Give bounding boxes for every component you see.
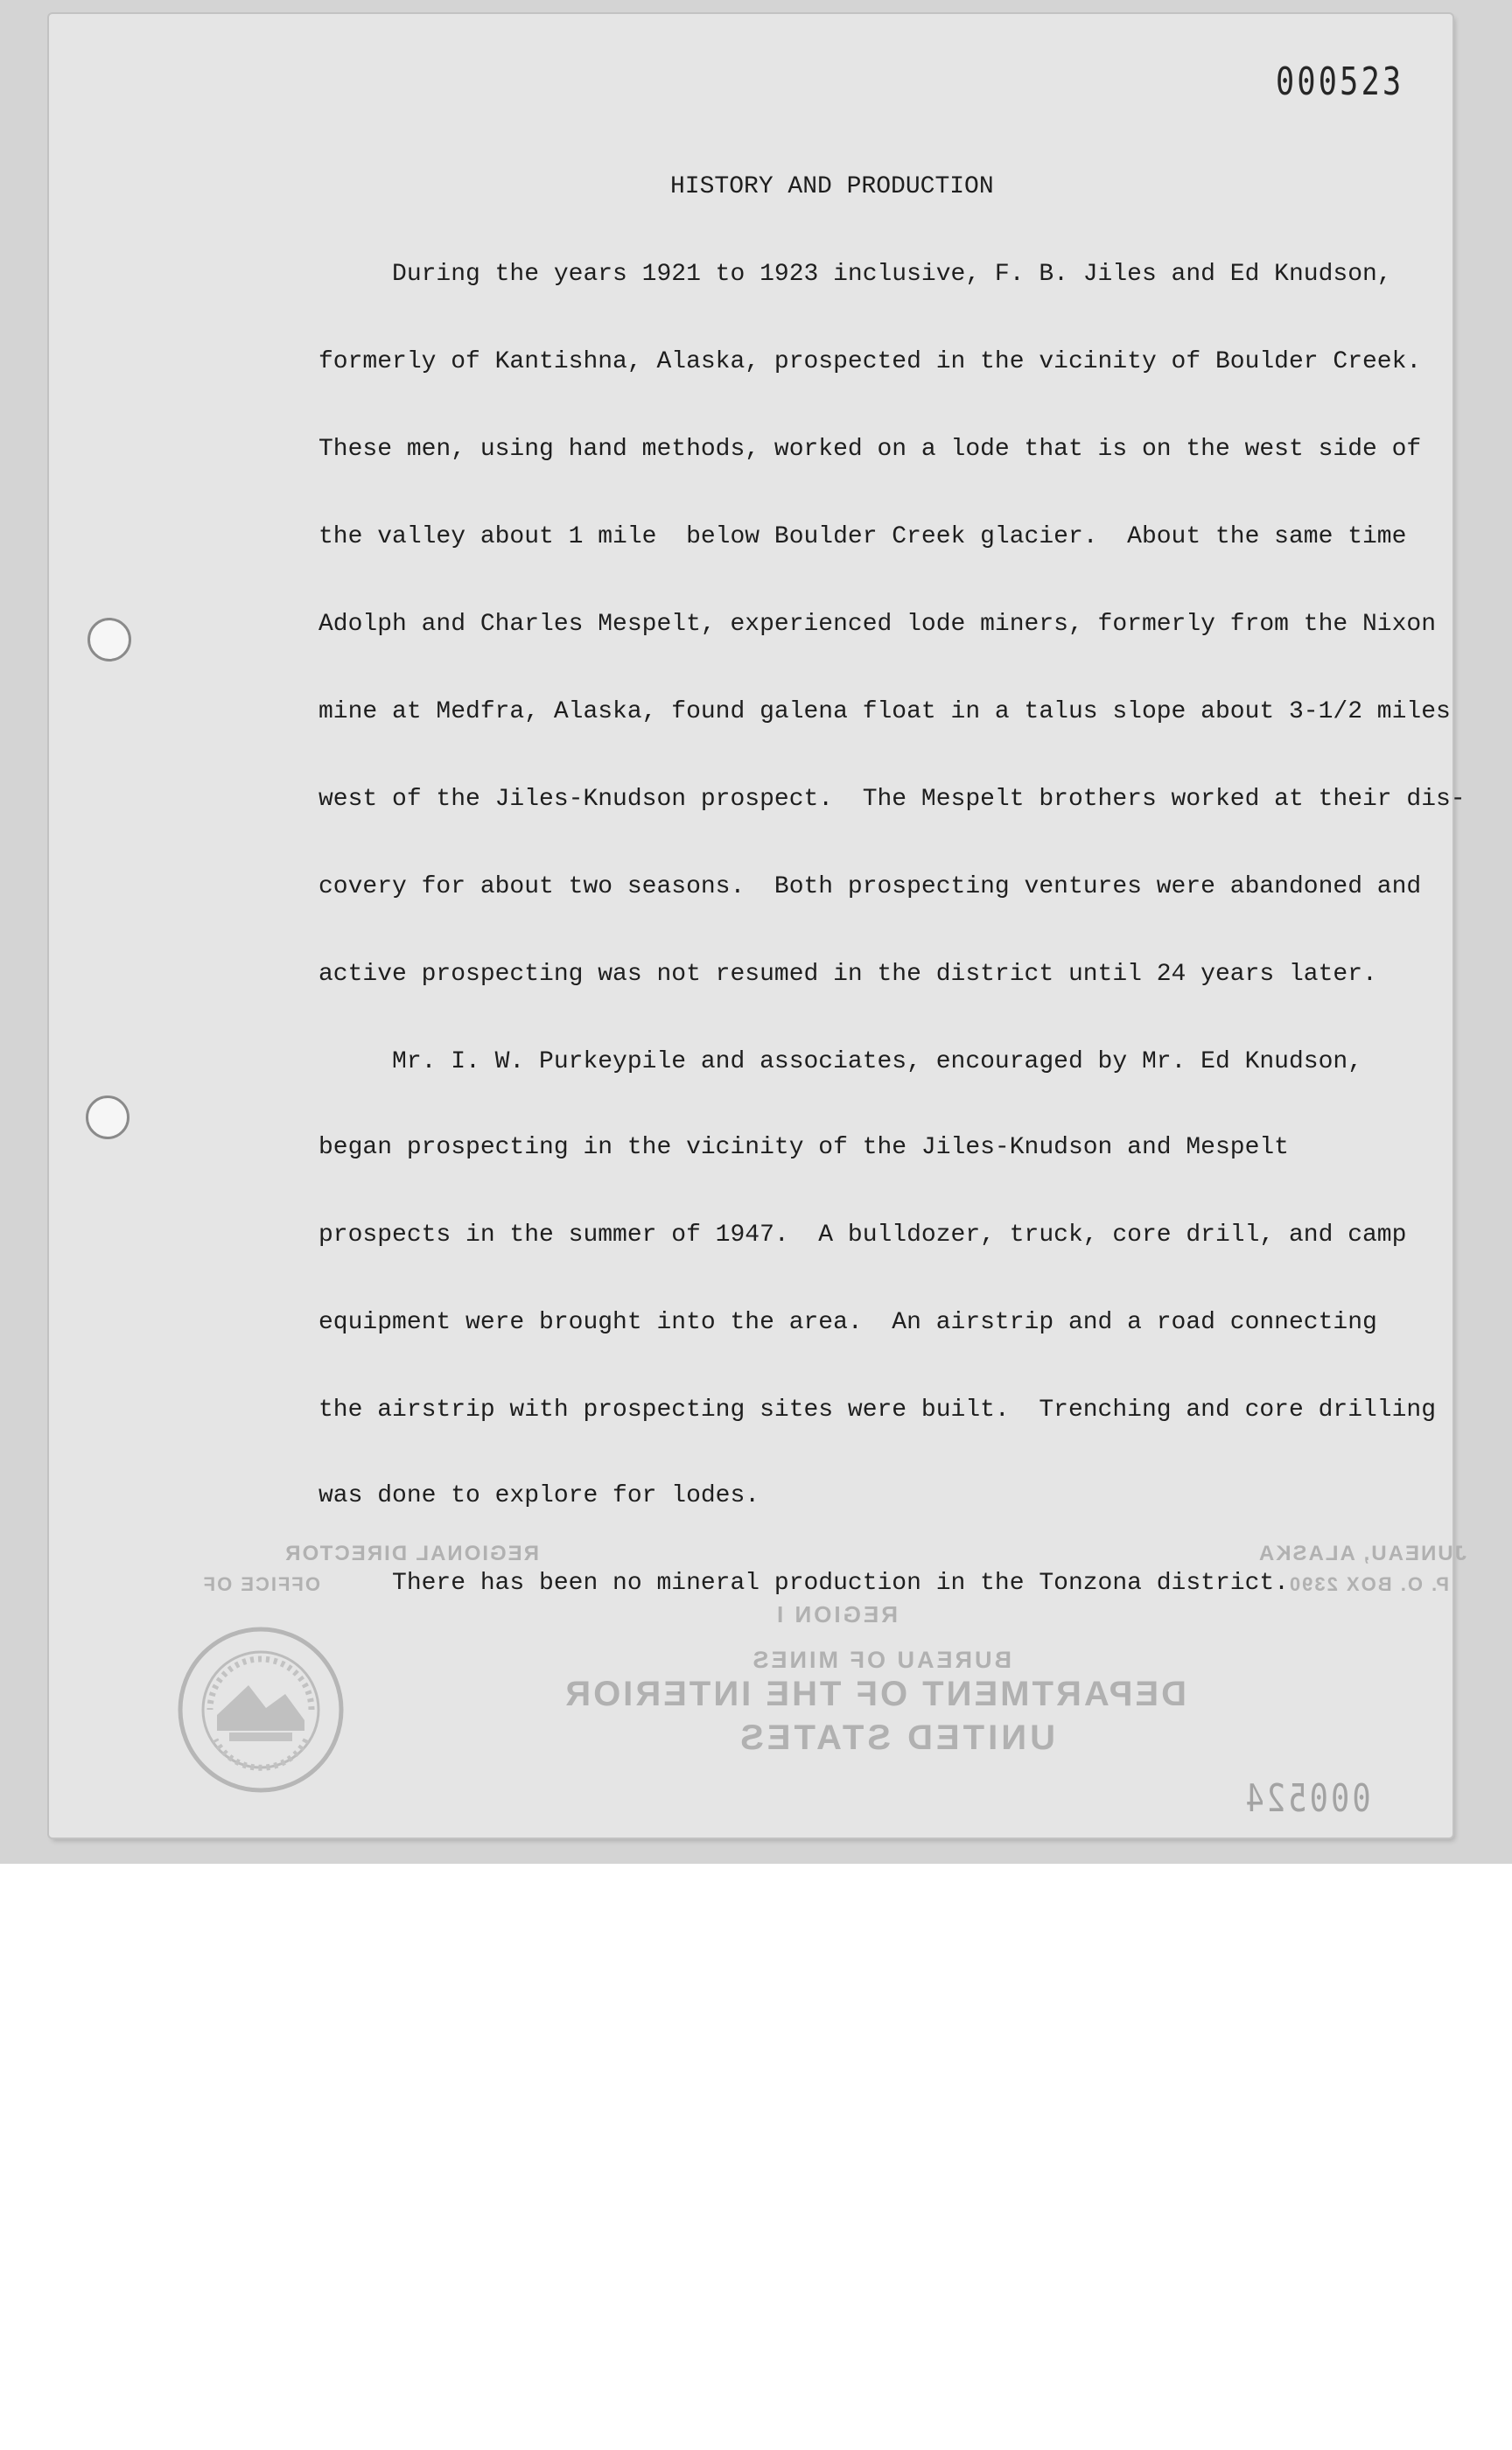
text-line: covery for about two seasons. Both prospecting ventures were abandoned and bbox=[318, 873, 1422, 900]
seal-icon bbox=[175, 1624, 346, 1796]
text-line: formerly of Kantishna, Alaska, prospected in the vicinity of Boulder Creek. bbox=[318, 348, 1422, 375]
page-heading: HISTORY AND PRODUCTION bbox=[670, 173, 994, 200]
text-line: Mr. I. W. Purkeypile and associates, encouraged by Mr. Ed Knudson, bbox=[318, 1048, 1362, 1075]
text-line: prospects in the summer of 1947. A bulldozer, truck, core drill, and camp bbox=[318, 1222, 1407, 1249]
show-through-bureau: BUREAU OF MINES bbox=[750, 1647, 1012, 1673]
text-line: These men, using hand methods, worked on a lode that is on the west side of bbox=[318, 436, 1422, 463]
text-line: the airstrip with prospecting sites were built. Trenching and core drilling bbox=[318, 1396, 1437, 1424]
show-through-department: DEPARTMENT OF THE INTERIOR bbox=[563, 1675, 1186, 1713]
show-through-united-states: UNITED STATES bbox=[737, 1718, 1055, 1757]
text-line: began prospecting in the vicinity of the Jiles-Knudson and Mespelt bbox=[318, 1134, 1289, 1161]
text-line: equipment were brought into the area. An airstrip and a road connecting bbox=[318, 1309, 1377, 1336]
text-line: During the years 1921 to 1923 inclusive, F. B. Jiles and Ed Knudson, bbox=[318, 261, 1392, 288]
punch-hole-top bbox=[88, 618, 131, 662]
text-line: the valley about 1 mile below Boulder Creek glacier. About the same time bbox=[318, 523, 1407, 550]
show-through-region: REGION I bbox=[774, 1601, 898, 1628]
punch-hole-bottom bbox=[86, 1096, 130, 1139]
show-through-box: P. O. BOX 2390 bbox=[1287, 1573, 1449, 1595]
show-through-regional-director: REGIONAL DIRECTOR bbox=[284, 1542, 539, 1565]
document-page bbox=[49, 14, 1466, 1838]
text-line: west of the Jiles-Knudson prospect. The Mespelt brothers worked at their dis- bbox=[318, 786, 1466, 813]
show-through-juneau: JUNEAU, ALASKA bbox=[1256, 1542, 1466, 1565]
document-number: 000523 bbox=[1276, 60, 1404, 104]
text-line: active prospecting was not resumed in the district until 24 years later. bbox=[318, 961, 1377, 988]
text-line: was done to explore for lodes. bbox=[318, 1482, 760, 1509]
letterhead-show-through bbox=[154, 1528, 1466, 1790]
text-line: Adolph and Charles Mespelt, experienced lode miners, formerly from the Nixon bbox=[318, 611, 1437, 638]
text-line: There has been no mineral production in the Tonzona district. bbox=[318, 1570, 1289, 1597]
show-through-number: 000524 bbox=[1242, 1776, 1371, 1821]
show-through-office-of: OFFICE OF bbox=[201, 1573, 320, 1595]
text-line: mine at Medfra, Alaska, found galena float in a talus slope about 3-1/2 miles bbox=[318, 698, 1451, 725]
